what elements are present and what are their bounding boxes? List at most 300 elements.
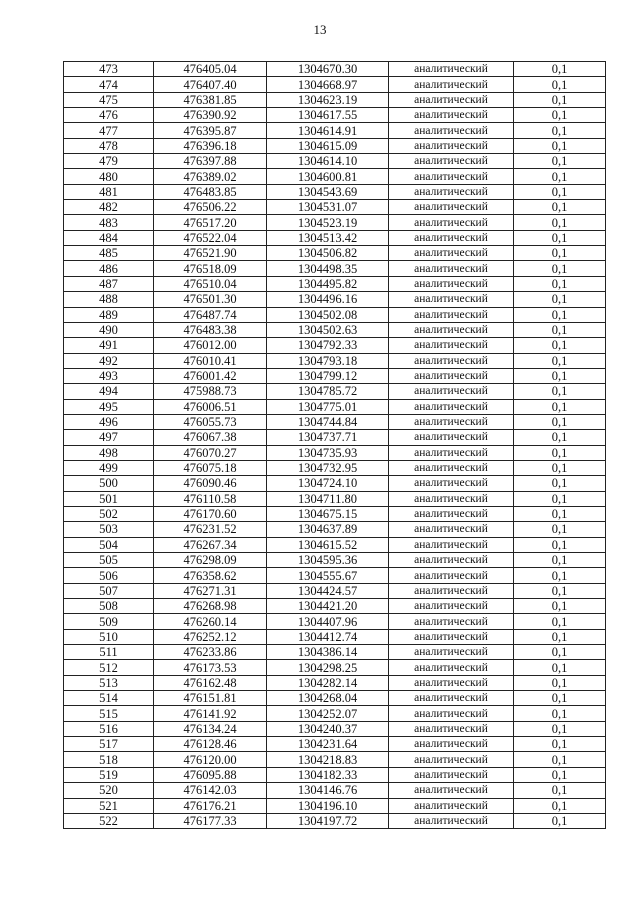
x-coordinate-cell: 476298.09 [154,553,267,568]
y-coordinate-cell: 1304523.19 [267,215,389,230]
point-number-cell: 509 [64,614,154,629]
x-coordinate-cell: 476231.52 [154,522,267,537]
y-coordinate-cell: 1304495.82 [267,276,389,291]
x-coordinate-cell: 476397.88 [154,154,267,169]
accuracy-cell: 0,1 [514,368,606,383]
table-row [64,384,606,399]
y-coordinate-cell: 1304623.19 [267,92,389,107]
table-row [64,813,606,828]
point-number-cell: 488 [64,292,154,307]
accuracy-cell: 0,1 [514,62,606,77]
table-row [64,721,606,736]
accuracy-cell: 0,1 [514,599,606,614]
table-row [64,568,606,583]
point-number-cell: 474 [64,77,154,92]
x-coordinate-cell: 476075.18 [154,460,267,475]
x-coordinate-cell: 476010.41 [154,353,267,368]
point-number-cell: 497 [64,430,154,445]
point-number-cell: 505 [64,553,154,568]
table-row [64,476,606,491]
method-cell: аналитический [389,368,514,383]
table-row [64,123,606,138]
x-coordinate-cell: 476001.42 [154,368,267,383]
accuracy-cell: 0,1 [514,384,606,399]
x-coordinate-cell: 476483.38 [154,322,267,337]
accuracy-cell: 0,1 [514,92,606,107]
method-cell: аналитический [389,307,514,322]
method-cell: аналитический [389,476,514,491]
x-coordinate-cell: 476510.04 [154,276,267,291]
accuracy-cell: 0,1 [514,645,606,660]
table-row [64,783,606,798]
x-coordinate-cell: 476381.85 [154,92,267,107]
y-coordinate-cell: 1304615.09 [267,138,389,153]
x-coordinate-cell: 476395.87 [154,123,267,138]
accuracy-cell: 0,1 [514,675,606,690]
point-number-cell: 480 [64,169,154,184]
method-cell: аналитический [389,798,514,813]
table-row [64,522,606,537]
x-coordinate-cell: 476070.27 [154,445,267,460]
y-coordinate-cell: 1304799.12 [267,368,389,383]
x-coordinate-cell: 476487.74 [154,307,267,322]
x-coordinate-cell: 476267.34 [154,537,267,552]
coordinates-table [63,61,606,829]
table-row [64,414,606,429]
table-row [64,767,606,782]
method-cell: аналитический [389,154,514,169]
x-coordinate-cell: 476389.02 [154,169,267,184]
point-number-cell: 487 [64,276,154,291]
accuracy-cell: 0,1 [514,537,606,552]
point-number-cell: 494 [64,384,154,399]
y-coordinate-cell: 1304502.08 [267,307,389,322]
y-coordinate-cell: 1304792.33 [267,338,389,353]
point-number-cell: 475 [64,92,154,107]
x-coordinate-cell: 476271.31 [154,583,267,598]
y-coordinate-cell: 1304146.76 [267,783,389,798]
x-coordinate-cell: 476233.86 [154,645,267,660]
accuracy-cell: 0,1 [514,460,606,475]
point-number-cell: 482 [64,200,154,215]
accuracy-cell: 0,1 [514,522,606,537]
x-coordinate-cell: 476110.58 [154,491,267,506]
table-row [64,583,606,598]
method-cell: аналитический [389,414,514,429]
x-coordinate-cell: 476012.00 [154,338,267,353]
point-number-cell: 503 [64,522,154,537]
point-number-cell: 481 [64,184,154,199]
y-coordinate-cell: 1304744.84 [267,414,389,429]
accuracy-cell: 0,1 [514,491,606,506]
table-row [64,62,606,77]
table-row [64,77,606,92]
x-coordinate-cell: 476173.53 [154,660,267,675]
x-coordinate-cell: 476134.24 [154,721,267,736]
point-number-cell: 519 [64,767,154,782]
accuracy-cell: 0,1 [514,246,606,261]
table-row [64,798,606,813]
method-cell: аналитический [389,184,514,199]
table-row [64,599,606,614]
method-cell: аналитический [389,460,514,475]
method-cell: аналитический [389,583,514,598]
y-coordinate-cell: 1304197.72 [267,813,389,828]
table-row [64,553,606,568]
method-cell: аналитический [389,246,514,261]
y-coordinate-cell: 1304407.96 [267,614,389,629]
method-cell: аналитический [389,691,514,706]
y-coordinate-cell: 1304252.07 [267,706,389,721]
y-coordinate-cell: 1304617.55 [267,108,389,123]
point-number-cell: 490 [64,322,154,337]
method-cell: аналитический [389,384,514,399]
method-cell: аналитический [389,430,514,445]
accuracy-cell: 0,1 [514,169,606,184]
method-cell: аналитический [389,568,514,583]
accuracy-cell: 0,1 [514,215,606,230]
x-coordinate-cell: 476268.98 [154,599,267,614]
point-number-cell: 489 [64,307,154,322]
accuracy-cell: 0,1 [514,752,606,767]
table-row [64,537,606,552]
y-coordinate-cell: 1304670.30 [267,62,389,77]
method-cell: аналитический [389,813,514,828]
x-coordinate-cell: 476252.12 [154,629,267,644]
accuracy-cell: 0,1 [514,737,606,752]
table-row [64,276,606,291]
method-cell: аналитический [389,230,514,245]
x-coordinate-cell: 476521.90 [154,246,267,261]
x-coordinate-cell: 476151.81 [154,691,267,706]
method-cell: аналитический [389,292,514,307]
point-number-cell: 501 [64,491,154,506]
y-coordinate-cell: 1304732.95 [267,460,389,475]
x-coordinate-cell: 476055.73 [154,414,267,429]
method-cell: аналитический [389,445,514,460]
y-coordinate-cell: 1304268.04 [267,691,389,706]
y-coordinate-cell: 1304793.18 [267,353,389,368]
accuracy-cell: 0,1 [514,445,606,460]
method-cell: аналитический [389,629,514,644]
y-coordinate-cell: 1304614.10 [267,154,389,169]
accuracy-cell: 0,1 [514,322,606,337]
table-row [64,491,606,506]
point-number-cell: 502 [64,506,154,521]
point-number-cell: 506 [64,568,154,583]
point-number-cell: 515 [64,706,154,721]
y-coordinate-cell: 1304735.93 [267,445,389,460]
x-coordinate-cell: 476501.30 [154,292,267,307]
x-coordinate-cell: 476095.88 [154,767,267,782]
method-cell: аналитический [389,675,514,690]
x-coordinate-cell: 476170.60 [154,506,267,521]
accuracy-cell: 0,1 [514,414,606,429]
table-row [64,322,606,337]
accuracy-cell: 0,1 [514,276,606,291]
table-row [64,261,606,276]
point-number-cell: 500 [64,476,154,491]
table-row [64,138,606,153]
method-cell: аналитический [389,62,514,77]
accuracy-cell: 0,1 [514,399,606,414]
accuracy-cell: 0,1 [514,200,606,215]
method-cell: аналитический [389,77,514,92]
accuracy-cell: 0,1 [514,353,606,368]
y-coordinate-cell: 1304675.15 [267,506,389,521]
y-coordinate-cell: 1304282.14 [267,675,389,690]
table-row [64,215,606,230]
point-number-cell: 491 [64,338,154,353]
y-coordinate-cell: 1304531.07 [267,200,389,215]
y-coordinate-cell: 1304555.67 [267,568,389,583]
method-cell: аналитический [389,645,514,660]
point-number-cell: 492 [64,353,154,368]
table-row [64,246,606,261]
accuracy-cell: 0,1 [514,307,606,322]
point-number-cell: 473 [64,62,154,77]
y-coordinate-cell: 1304595.36 [267,553,389,568]
point-number-cell: 486 [64,261,154,276]
method-cell: аналитический [389,491,514,506]
table-row [64,675,606,690]
method-cell: аналитический [389,399,514,414]
method-cell: аналитический [389,660,514,675]
y-coordinate-cell: 1304600.81 [267,169,389,184]
accuracy-cell: 0,1 [514,614,606,629]
method-cell: аналитический [389,752,514,767]
x-coordinate-cell: 476518.09 [154,261,267,276]
table-row [64,460,606,475]
point-number-cell: 484 [64,230,154,245]
method-cell: аналитический [389,138,514,153]
point-number-cell: 511 [64,645,154,660]
method-cell: аналитический [389,276,514,291]
x-coordinate-cell: 476358.62 [154,568,267,583]
point-number-cell: 513 [64,675,154,690]
method-cell: аналитический [389,783,514,798]
point-number-cell: 504 [64,537,154,552]
point-number-cell: 521 [64,798,154,813]
y-coordinate-cell: 1304498.35 [267,261,389,276]
point-number-cell: 498 [64,445,154,460]
method-cell: аналитический [389,353,514,368]
table-row [64,645,606,660]
x-coordinate-cell: 476142.03 [154,783,267,798]
table-row [64,108,606,123]
method-cell: аналитический [389,322,514,337]
accuracy-cell: 0,1 [514,338,606,353]
method-cell: аналитический [389,123,514,138]
x-coordinate-cell: 476177.33 [154,813,267,828]
table-row [64,338,606,353]
point-number-cell: 514 [64,691,154,706]
table-row [64,169,606,184]
method-cell: аналитический [389,338,514,353]
point-number-cell: 518 [64,752,154,767]
method-cell: аналитический [389,614,514,629]
table-row [64,506,606,521]
y-coordinate-cell: 1304614.91 [267,123,389,138]
method-cell: аналитический [389,737,514,752]
method-cell: аналитический [389,506,514,521]
table-row [64,154,606,169]
table-row [64,691,606,706]
accuracy-cell: 0,1 [514,721,606,736]
y-coordinate-cell: 1304424.57 [267,583,389,598]
y-coordinate-cell: 1304513.42 [267,230,389,245]
table-row [64,737,606,752]
point-number-cell: 510 [64,629,154,644]
method-cell: аналитический [389,261,514,276]
y-coordinate-cell: 1304615.52 [267,537,389,552]
method-cell: аналитический [389,599,514,614]
x-coordinate-cell: 476128.46 [154,737,267,752]
coordinates-table-body [64,62,606,829]
accuracy-cell: 0,1 [514,476,606,491]
point-number-cell: 476 [64,108,154,123]
point-number-cell: 478 [64,138,154,153]
y-coordinate-cell: 1304196.10 [267,798,389,813]
accuracy-cell: 0,1 [514,430,606,445]
table-row [64,706,606,721]
point-number-cell: 508 [64,599,154,614]
point-number-cell: 522 [64,813,154,828]
accuracy-cell: 0,1 [514,77,606,92]
y-coordinate-cell: 1304724.10 [267,476,389,491]
table-row [64,752,606,767]
x-coordinate-cell: 476260.14 [154,614,267,629]
x-coordinate-cell: 476396.18 [154,138,267,153]
x-coordinate-cell: 476162.48 [154,675,267,690]
y-coordinate-cell: 1304711.80 [267,491,389,506]
accuracy-cell: 0,1 [514,506,606,521]
y-coordinate-cell: 1304298.25 [267,660,389,675]
table-row [64,660,606,675]
y-coordinate-cell: 1304737.71 [267,430,389,445]
accuracy-cell: 0,1 [514,583,606,598]
x-coordinate-cell: 476141.92 [154,706,267,721]
point-number-cell: 520 [64,783,154,798]
method-cell: аналитический [389,721,514,736]
y-coordinate-cell: 1304182.33 [267,767,389,782]
table-row [64,629,606,644]
y-coordinate-cell: 1304496.16 [267,292,389,307]
page-number: 13 [313,22,327,37]
method-cell: аналитический [389,767,514,782]
point-number-cell: 485 [64,246,154,261]
accuracy-cell: 0,1 [514,629,606,644]
x-coordinate-cell: 476506.22 [154,200,267,215]
x-coordinate-cell: 476006.51 [154,399,267,414]
y-coordinate-cell: 1304506.82 [267,246,389,261]
y-coordinate-cell: 1304668.97 [267,77,389,92]
point-number-cell: 477 [64,123,154,138]
point-number-cell: 516 [64,721,154,736]
accuracy-cell: 0,1 [514,813,606,828]
accuracy-cell: 0,1 [514,783,606,798]
table-row [64,399,606,414]
point-number-cell: 512 [64,660,154,675]
x-coordinate-cell: 476407.40 [154,77,267,92]
y-coordinate-cell: 1304412.74 [267,629,389,644]
y-coordinate-cell: 1304637.89 [267,522,389,537]
accuracy-cell: 0,1 [514,706,606,721]
method-cell: аналитический [389,537,514,552]
table-row [64,184,606,199]
x-coordinate-cell: 476067.38 [154,430,267,445]
point-number-cell: 493 [64,368,154,383]
method-cell: аналитический [389,92,514,107]
table-row [64,368,606,383]
method-cell: аналитический [389,200,514,215]
point-number-cell: 499 [64,460,154,475]
accuracy-cell: 0,1 [514,108,606,123]
point-number-cell: 495 [64,399,154,414]
accuracy-cell: 0,1 [514,798,606,813]
point-number-cell: 517 [64,737,154,752]
y-coordinate-cell: 1304421.20 [267,599,389,614]
table-row [64,292,606,307]
accuracy-cell: 0,1 [514,553,606,568]
point-number-cell: 496 [64,414,154,429]
accuracy-cell: 0,1 [514,138,606,153]
x-coordinate-cell: 475988.73 [154,384,267,399]
table-row [64,307,606,322]
table-row [64,353,606,368]
y-coordinate-cell: 1304543.69 [267,184,389,199]
accuracy-cell: 0,1 [514,123,606,138]
x-coordinate-cell: 476522.04 [154,230,267,245]
table-row [64,92,606,107]
accuracy-cell: 0,1 [514,261,606,276]
point-number-cell: 479 [64,154,154,169]
table-row [64,445,606,460]
method-cell: аналитический [389,169,514,184]
point-number-cell: 507 [64,583,154,598]
y-coordinate-cell: 1304775.01 [267,399,389,414]
table-row [64,200,606,215]
x-coordinate-cell: 476517.20 [154,215,267,230]
x-coordinate-cell: 476090.46 [154,476,267,491]
accuracy-cell: 0,1 [514,660,606,675]
y-coordinate-cell: 1304218.83 [267,752,389,767]
x-coordinate-cell: 476120.00 [154,752,267,767]
accuracy-cell: 0,1 [514,230,606,245]
table-row [64,230,606,245]
method-cell: аналитический [389,553,514,568]
method-cell: аналитический [389,522,514,537]
accuracy-cell: 0,1 [514,154,606,169]
table-row [64,430,606,445]
accuracy-cell: 0,1 [514,568,606,583]
method-cell: аналитический [389,215,514,230]
y-coordinate-cell: 1304231.64 [267,737,389,752]
y-coordinate-cell: 1304386.14 [267,645,389,660]
x-coordinate-cell: 476483.85 [154,184,267,199]
y-coordinate-cell: 1304785.72 [267,384,389,399]
accuracy-cell: 0,1 [514,184,606,199]
accuracy-cell: 0,1 [514,767,606,782]
x-coordinate-cell: 476390.92 [154,108,267,123]
x-coordinate-cell: 476176.21 [154,798,267,813]
y-coordinate-cell: 1304502.63 [267,322,389,337]
method-cell: аналитический [389,108,514,123]
table-row [64,614,606,629]
accuracy-cell: 0,1 [514,292,606,307]
accuracy-cell: 0,1 [514,691,606,706]
y-coordinate-cell: 1304240.37 [267,721,389,736]
